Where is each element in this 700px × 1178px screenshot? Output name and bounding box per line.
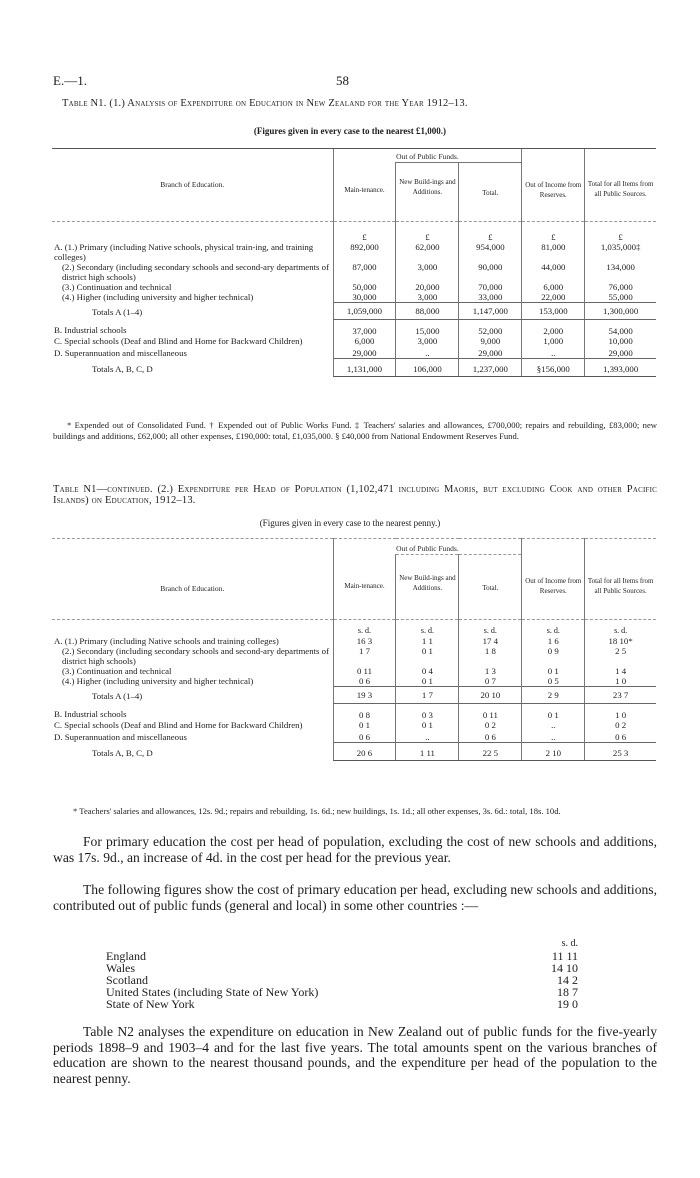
cell: 1 0 [585,676,656,687]
row-label: (2.) Secondary (including secondary schools and second-ary departments of district high schools) [62,261,329,282]
table-row [52,282,656,292]
cell: 0 6 [333,676,396,687]
cell: 106,000 [396,358,459,376]
cell: 20 6 [333,742,396,760]
row-label: Totals A, B, C, D [92,364,153,374]
cell: 9,000 [459,336,522,346]
cell: 0 7 [459,676,522,687]
cell: 0 1 [522,666,585,676]
table-row [52,358,656,376]
table1-col-all: Total for all Items from all Public Sources. [585,149,656,222]
row-label: (4.) Higher (including university and higher technical) [62,291,254,302]
row-label: A. (1.) Primary (including Native schools, physical train-ing, and training colleges) [54,241,314,262]
cell: 0 2 [585,720,656,730]
header-code: E.—1. [53,73,87,88]
table-row [52,703,656,720]
cell: 16 3 [333,636,396,646]
cell: 1,237,000 [459,358,522,376]
table2-col-all: Total for all Items from all Public Sources. [585,539,656,620]
table1-unit: £ [459,221,522,242]
cell: 1 4 [585,666,656,676]
row-label: D. Superannuation and miscellaneous [54,731,187,742]
country-name: State of New York [106,997,195,1011]
cell: 25 3 [585,742,656,760]
table2-subtitle: (Figures given in every case to the nearest penny.) [259,518,441,528]
table1-unit: £ [585,221,656,242]
row-label: Totals A (1–4) [92,691,143,701]
cell: 44,000 [522,262,585,282]
cell: 954,000 [459,242,522,262]
cell: 29,000 [585,346,656,359]
row-label: A. (1.) Primary (including Native schools and training colleges) [54,635,279,646]
table-row [52,262,656,282]
country-value: 14 10 [551,961,578,975]
cell: .. [522,346,585,359]
table1-footnote: * Expended out of Consolidated Fund. † Expended out of Public Works Fund. ‡ Teachers' salaries and allowances, £700,000; repairs and rebuilding, £83,000; new buildings and additions, £62,000; all other expenses, £190,000: total, £1,035,000. § £40,000 from National Endowment Reserves Fund. [53,420,657,441]
table-row [52,636,656,646]
page-number: 58 [336,73,349,88]
table1-col-build: New Build-ings and Additions. [396,163,459,222]
cell: 0 1 [396,720,459,730]
table2-col-maint: Main-tenance. [333,555,396,620]
table2 [52,538,656,761]
cell: 1,000 [522,336,585,346]
row-label: Totals A (1–4) [92,307,143,317]
cell: 0 2 [459,720,522,730]
cell: §156,000 [522,358,585,376]
countries-unit: s. d. [561,938,578,949]
cell: .. [522,720,585,730]
cell: 1,300,000 [585,302,656,319]
table2-unit: s. d. [522,619,585,636]
cell: 0 11 [459,703,522,720]
cell: 153,000 [522,302,585,319]
row-label: B. Industrial schools [54,709,127,719]
cell: 1 7 [333,646,396,666]
country-value: 14 2 [557,973,578,987]
cell: 2 5 [585,646,656,666]
cell: 0 6 [459,730,522,743]
cell: 1 1 [396,636,459,646]
country-name: Scotland [106,973,148,987]
row-label: D. Superannuation and miscellaneous [54,347,187,358]
table1-unit: £ [396,221,459,242]
cell: 1,035,000‡ [585,242,656,262]
cell: 2,000 [522,319,585,336]
cell: 134,000 [585,262,656,282]
cell: 88,000 [396,302,459,319]
cell: 1 6 [522,636,585,646]
cell: 1,131,000 [333,358,396,376]
cell: 15,000 [396,319,459,336]
row-label: (3.) Continuation and technical [62,281,172,292]
cell: 54,000 [585,319,656,336]
table-row [52,676,656,687]
cell: 6,000 [522,282,585,292]
row-label: C. Special schools (Deaf and Blind and Home for Backward Children) [54,719,303,730]
cell: 37,000 [333,319,396,336]
table-row [52,302,656,319]
cell: .. [522,730,585,743]
cell: 55,000 [585,292,656,303]
country-value: 18 7 [557,985,578,999]
paragraph-primary-cost: For primary education the cost per head of population, excluding the cost of new schools and additions, was 17s. 9d., an increase of 4d. in the cost per head for the previous year. [53,834,657,865]
cell: .. [396,346,459,359]
cell: 0 6 [585,730,656,743]
country-name: United States (including State of New York) [106,985,319,999]
cell: 1 3 [459,666,522,676]
table1-col-maint: Main-tenance. [333,163,396,222]
cell: 3,000 [396,336,459,346]
cell: 30,000 [333,292,396,303]
cell: 81,000 [522,242,585,262]
table2-col-branch: Branch of Education. [52,539,333,620]
table-row [52,336,656,346]
table-row [52,666,656,676]
cell: 62,000 [396,242,459,262]
cell: 29,000 [333,346,396,359]
cell: 6,000 [333,336,396,346]
table-row [52,686,656,703]
cell: 1,147,000 [459,302,522,319]
table-row [52,742,656,760]
cell: 1 7 [396,686,459,703]
table2-title: Table N1—continued. (2.) Expenditure per Head of Population (1,102,471 including Maoris, but excluding Cook and other Pacific Islands) on Education, 1912–13. [53,484,657,506]
row-label: (2.) Secondary (including secondary schools and second-ary departments of district high schools) [62,645,329,666]
cell: 50,000 [333,282,396,292]
cell: 0 6 [333,730,396,743]
cell: 0 11 [333,666,396,676]
cell: 0 9 [522,646,585,666]
cell: 20,000 [396,282,459,292]
cell: 0 1 [396,646,459,666]
cell: 0 5 [522,676,585,687]
table1-col-public: Out of Public Funds. [333,149,522,163]
paragraph-table-n2: Table N2 analyses the expenditure on education in New Zealand out of public funds for the five-yearly periods 1898–9 and 1903–4 and for the last five years. The total amounts spent on the various branches of education are shown to the nearest thousand pounds, and the expenditure per head of the population to the nearest penny. [53,1024,657,1086]
cell: 20 10 [459,686,522,703]
row-label: (3.) Continuation and technical [62,665,172,676]
table1-col-total: Total. [459,163,522,222]
table2-unit: s. d. [459,619,522,636]
cell: 1 8 [459,646,522,666]
paragraph-countries-intro: The following figures show the cost of primary education per head, excluding new schools and additions, contributed out of public funds (general and local) in some other countries :— [53,882,657,913]
cell: 29,000 [459,346,522,359]
row-label: C. Special schools (Deaf and Blind and Home for Backward Children) [54,335,303,346]
cell: 3,000 [396,262,459,282]
table1-unit: £ [333,221,396,242]
cell: 33,000 [459,292,522,303]
cell: 1 11 [396,742,459,760]
table2-col-income: Out of Income from Reserves. [522,539,585,620]
row-label: (4.) Higher (including university and higher technical) [62,675,254,686]
table-row [52,292,656,303]
cell: 19 3 [333,686,396,703]
cell: .. [396,730,459,743]
cell: 0 4 [396,666,459,676]
cell: 18 10* [585,636,656,646]
row-label: Totals A, B, C, D [92,748,153,758]
table2-unit: s. d. [585,619,656,636]
cell: 22,000 [522,292,585,303]
cell: 2 9 [522,686,585,703]
cell: 52,000 [459,319,522,336]
table2-unit: s. d. [396,619,459,636]
table2-footnote: * Teachers' salaries and allowances, 12s. 9d.; repairs and rebuilding, 1s. 6d.; new buildings, 1s. 1d.; all other expenses, 3s. 6d.: total, 18s. 10d. [73,806,561,816]
table2-col-build: New Build-ings and Additions. [396,555,459,620]
cell: 23 7 [585,686,656,703]
table1-title: Table N1. (1.) Analysis of Expenditure on Education in New Zealand for the Year 1912–13. [62,98,468,109]
table1 [52,148,656,377]
cell: 892,000 [333,242,396,262]
table1-col-income: Out of Income from Reserves. [522,149,585,222]
cell: 87,000 [333,262,396,282]
country-value: 11 11 [551,949,578,963]
country-name: England [106,949,146,963]
cell: 2 10 [522,742,585,760]
table-row [52,720,656,730]
row-label: B. Industrial schools [54,325,127,335]
table2-col-total: Total. [459,555,522,620]
table2-unit: s. d. [333,619,396,636]
table-row [52,346,656,359]
cell: 1,393,000 [585,358,656,376]
cell: 3,000 [396,292,459,303]
cell: 0 1 [396,676,459,687]
table-row [52,319,656,336]
cell: 0 8 [333,703,396,720]
cell: 1,059,000 [333,302,396,319]
cell: 0 1 [522,703,585,720]
cell: 22 5 [459,742,522,760]
cell: 90,000 [459,262,522,282]
table-row [52,730,656,743]
cell: 0 3 [396,703,459,720]
table1-unit: £ [522,221,585,242]
cell: 70,000 [459,282,522,292]
cell: 10,000 [585,336,656,346]
table1-col-branch: Branch of Education. [52,149,333,222]
cell: 0 1 [333,720,396,730]
country-value: 19 0 [557,997,578,1011]
table-row [52,242,656,262]
cell: 76,000 [585,282,656,292]
table2-col-public: Out of Public Funds. [333,539,522,555]
country-name: Wales [106,961,136,975]
cell: 17 4 [459,636,522,646]
table-row [52,646,656,666]
cell: 1 0 [585,703,656,720]
table1-subtitle: (Figures given in every case to the nearest £1,000.) [253,126,447,136]
